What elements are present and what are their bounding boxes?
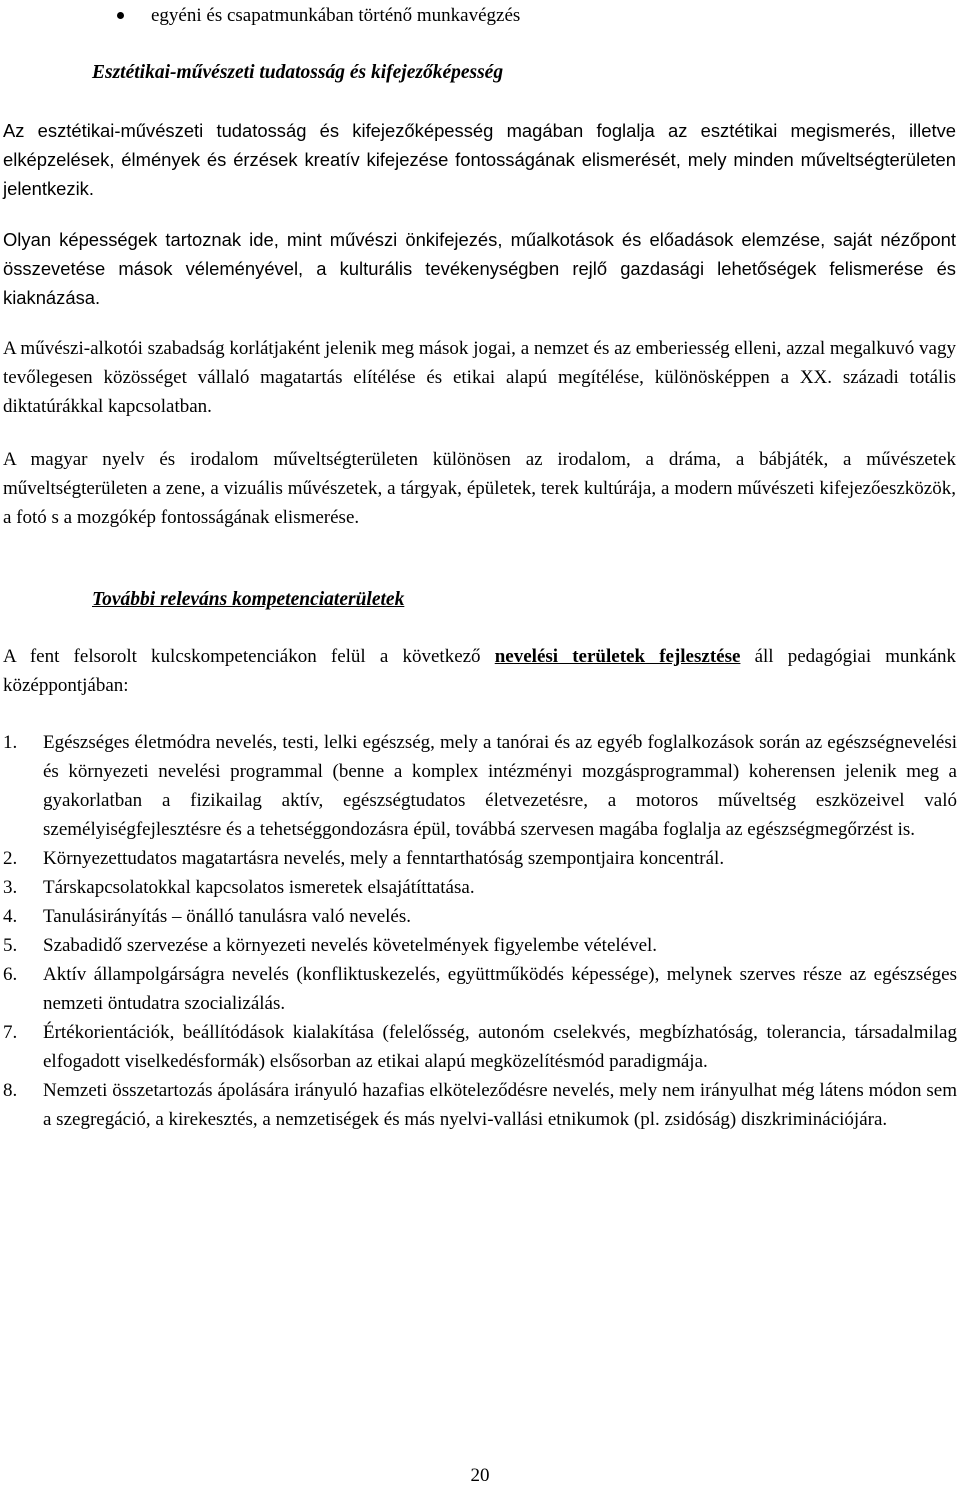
bullet-icon xyxy=(117,12,124,19)
further-heading: További releváns kompetenciaterületek xyxy=(92,589,405,610)
list-item-number: 8. xyxy=(3,1080,18,1101)
list-item xyxy=(0,902,957,931)
list-item xyxy=(0,873,957,902)
list-item xyxy=(0,1076,957,1134)
paragraph-intro: Az esztétikai-művészeti tudatosság és kifejezőképesség magában foglalja az esztétikai megismerés, illetve elképzelések, élmények és érzések kreatív kifejezése fontosságának elismerését, mely minden műveltségterületen jelentkezik. xyxy=(3,120,956,199)
list-item-text: Egészséges életmódra nevelés, testi, lelki egészség, mely a tanórai és az egyéb foglalkozások során az egészségnevelési és környezeti nevelési programmal (benne a komplex intézményi mozgásprogrammal) koherensen jelenik meg a gyakorlatban a fizikailag aktív, egészségtudatos életvezetésre, a motoros műveltség eszközeivel való személyiségfejlesztésre és a tehetséggondozásra épül, továbbá szervesen magába foglalja az egészségmegőrzést is. xyxy=(43,732,957,840)
focus-emphasis: nevelési területek fejlesztése xyxy=(494,646,741,667)
list-item xyxy=(0,728,957,844)
development-areas-list xyxy=(0,728,957,1134)
page-number: 20 xyxy=(470,1465,490,1486)
paragraph-freedom: A művészi-alkotói szabadság korlátjaként jelenik meg mások jogai, a nemzet és az emberiesség elleni, azzal megalkuvó vagy tevőlegesen közösséget vállaló magatartás elítélése és etikai alapú megítélése, különösképpen a XX. századi totális diktatúrákkal kapcsolatban. xyxy=(3,338,956,417)
list-item-number: 4. xyxy=(3,906,18,927)
list-item-text: Társkapcsolatokkal kapcsolatos ismeretek elsajátíttatása. xyxy=(43,877,475,898)
paragraph-language: A magyar nyelv és irodalom műveltségterületen különösen az irodalom, a dráma, a bábjáték, a művészetek műveltségterületen a zene, a vizuális művészetek, a tárgyak, épületek, terek kultúrája, a modern művészeti kifejezőeszközök, a fotó s a mozgókép fontosságának elismerése. xyxy=(3,449,956,528)
list-item-number: 6. xyxy=(3,964,18,985)
list-item-number: 5. xyxy=(3,935,18,956)
list-item-text: Nemzeti összetartozás ápolására irányuló hazafias elköteleződésre nevelés, mely nem irányulhat még látens módon sem a szegregáció, a kirekesztés, a nemzetiségek és más nyelvi-vallási etnikumok (pl. zsidóság) diszkriminációjára. xyxy=(43,1080,957,1130)
list-item xyxy=(0,844,957,873)
paragraph-focus xyxy=(3,642,956,700)
paragraph-skills: Olyan képességek tartoznak ide, mint művészi önkifejezés, műalkotások és előadások elemzése, saját nézőpont összevetése mások véleményével, a kulturális tevékenységben rejlő gazdasági lehetőségek felismerése és kiaknázása. xyxy=(3,229,956,308)
list-item-number: 2. xyxy=(3,848,18,869)
list-item-text: Aktív állampolgárságra nevelés (konfliktuskezelés, együttműködés képessége), melynek szerves része az egészséges nemzeti öntudatra szocializálás. xyxy=(43,964,957,1014)
list-item xyxy=(0,1018,957,1076)
list-item-number: 7. xyxy=(3,1022,18,1043)
list-item-number: 3. xyxy=(3,877,18,898)
list-item-text: Szabadidő szervezése a környezeti nevelés követelmények figyelembe vételével. xyxy=(43,935,658,956)
list-item xyxy=(0,960,957,1018)
section-heading: Esztétikai-művészeti tudatosság és kifejezőképesség xyxy=(92,62,504,83)
list-item-text: Értékorientációk, beállítódások kialakítása (felelősség, autonóm cselekvés, megbízhatóság, tolerancia, társadalmilag elfogadott viselkedésformák) elsősorban az etikai alapú megközelítésmód paradigmája. xyxy=(43,1022,957,1072)
list-item xyxy=(0,931,957,960)
list-item-number: 1. xyxy=(3,732,18,753)
bullet-text: egyéni és csapatmunkában történő munkavégzés xyxy=(151,5,521,26)
list-item-text: Környezettudatos magatartásra nevelés, mely a fenntarthatóság szempontjaira koncentrál. xyxy=(43,848,725,869)
focus-text-after: áll pedagógiai munkánk középpontjában: xyxy=(3,646,956,696)
list-item-text: Tanulásirányítás – önálló tanulásra való nevelés. xyxy=(43,906,411,927)
focus-text-before: A fent felsorolt kulcskompetenciákon felül a következő xyxy=(3,646,495,667)
